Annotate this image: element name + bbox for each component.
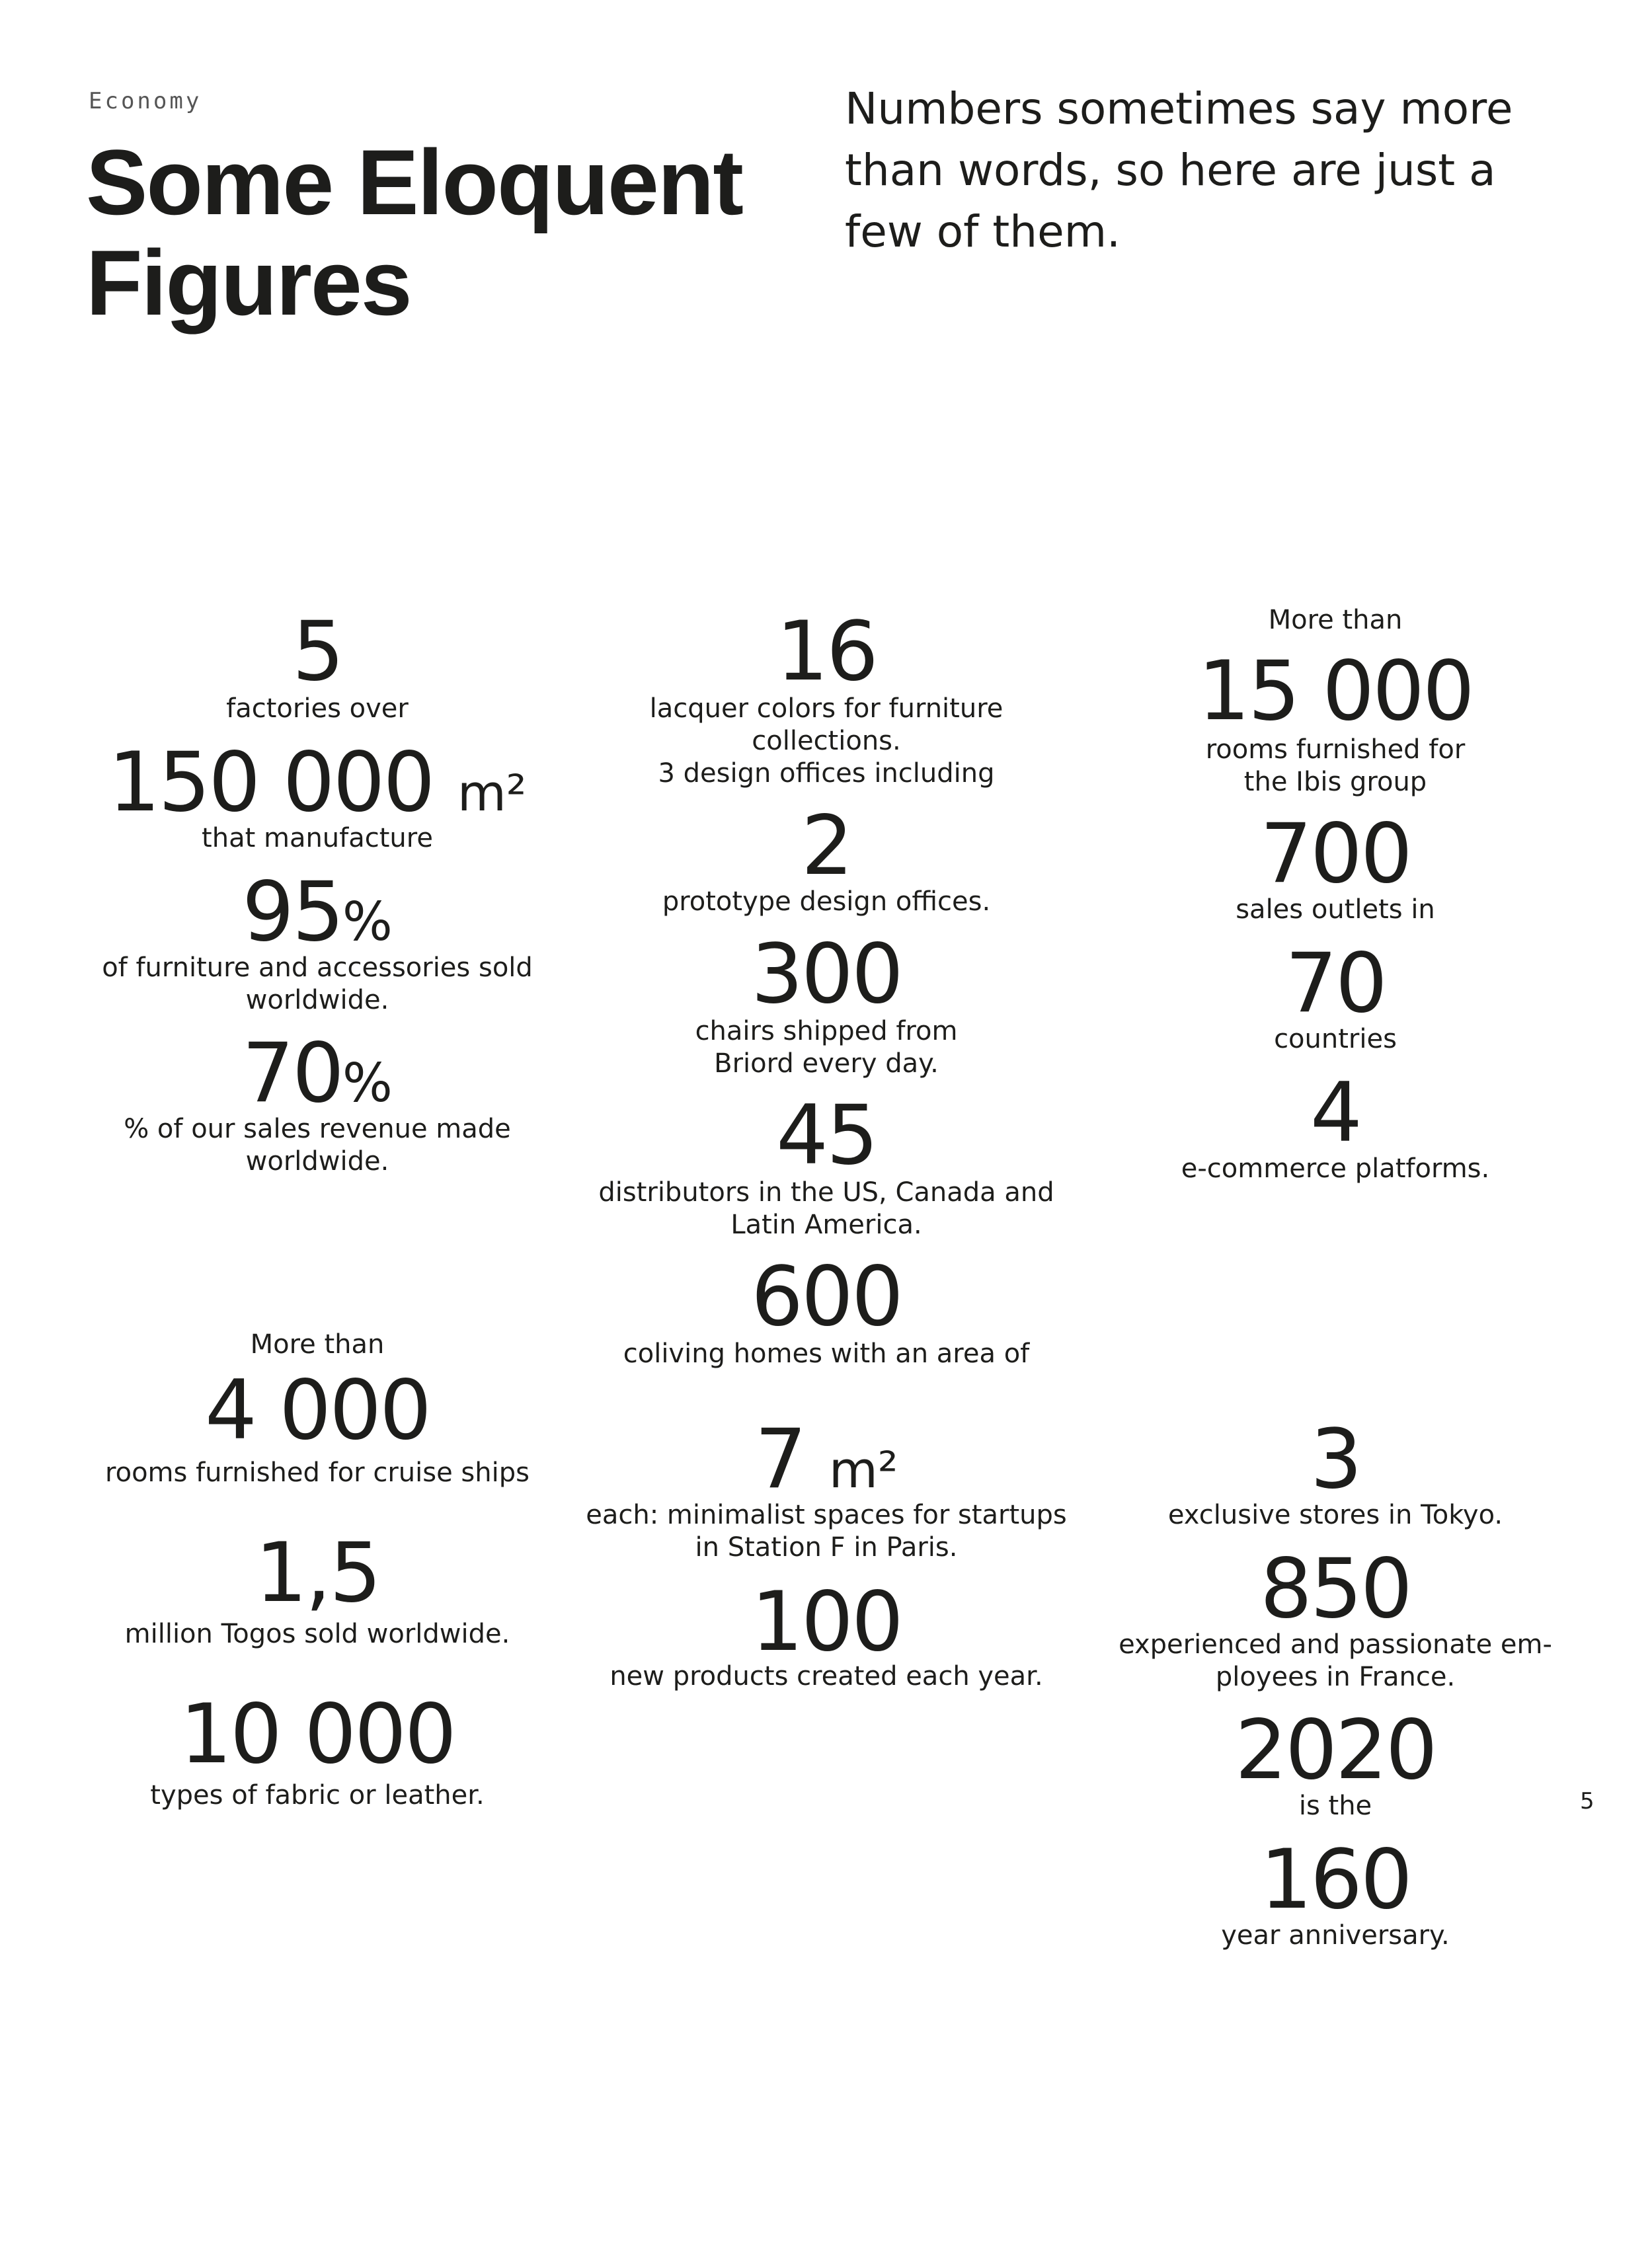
stat-caption: million Togos sold worldwide. xyxy=(124,1619,510,1649)
stat-value: 2020 xyxy=(1235,1703,1436,1798)
stat-caption: distributors in the US, Canada and Latin America. xyxy=(598,1177,1054,1240)
stat-value: 150 000 m² xyxy=(108,735,527,830)
stat-value: 70% xyxy=(242,1026,393,1121)
stat-value: 850 xyxy=(1260,1541,1411,1637)
stat-value: 160 xyxy=(1260,1832,1411,1928)
stat-value: 15 000 xyxy=(1198,644,1473,739)
stat-value: 7 m² xyxy=(754,1412,898,1507)
stat-value: 70 xyxy=(1285,936,1386,1031)
intro-text: Numbers sometimes say more than words, so here are just a few of them. xyxy=(845,83,1513,257)
stat-caption: factories over xyxy=(226,693,409,724)
stat-value: 2 xyxy=(801,799,851,894)
stat-value: 10 000 xyxy=(180,1687,455,1782)
stat-caption: rooms furnished for the Ibis group xyxy=(1205,734,1466,797)
stat-value: 45 xyxy=(776,1088,877,1183)
stat-caption: countries xyxy=(1274,1024,1397,1054)
stat-caption: year anniversary. xyxy=(1221,1920,1450,1951)
stat-caption: exclusive stores in Tokyo. xyxy=(1167,1500,1503,1530)
stat-caption: that manufacture xyxy=(202,823,433,853)
stat-caption: experienced and passionate em- ployees in France. xyxy=(1119,1629,1552,1692)
page-title: Some Eloquent Figures xyxy=(86,130,742,334)
stat-caption: new products created each year. xyxy=(610,1661,1043,1692)
stat-caption: prototype design offices. xyxy=(662,886,991,917)
stat-caption: lacquer colors for furniture collections. 3 design offices including xyxy=(649,693,1003,789)
stat-value: 3 xyxy=(1310,1412,1360,1507)
stat-value: 300 xyxy=(751,927,902,1022)
stat-value: 95% xyxy=(242,865,393,960)
stat-value: 600 xyxy=(751,1249,902,1344)
stat-caption: of furniture and accessories sold worldwide. xyxy=(102,953,533,1015)
stat-value: 16 xyxy=(776,604,877,699)
stat-value: 700 xyxy=(1260,806,1411,902)
section-label: Economy xyxy=(89,88,202,114)
stat-caption: coliving homes with an area of xyxy=(623,1339,1030,1369)
stat-value: 100 xyxy=(751,1575,902,1670)
stat-caption: rooms furnished for cruise ships xyxy=(105,1458,530,1488)
page-number: 5 xyxy=(1580,1788,1594,1814)
stat-caption: e-commerce platforms. xyxy=(1181,1153,1490,1184)
stat-caption: each: minimalist spaces for startups in Station F in Paris. xyxy=(586,1500,1067,1563)
stat-value: 1,5 xyxy=(255,1526,380,1621)
stat-caption: More than xyxy=(1268,605,1403,635)
stat-value: 5 xyxy=(292,604,342,699)
stat-caption: sales outlets in xyxy=(1236,894,1435,925)
stat-caption: types of fabric or leather. xyxy=(150,1780,485,1811)
stat-caption: % of our sales revenue made worldwide. xyxy=(124,1114,511,1177)
stat-value: 4 000 xyxy=(205,1363,430,1458)
stat-caption: is the xyxy=(1298,1791,1372,1821)
stat-caption: More than xyxy=(250,1329,385,1360)
stat-caption: chairs shipped from Briord every day. xyxy=(695,1016,958,1079)
stat-value: 4 xyxy=(1310,1066,1360,1161)
